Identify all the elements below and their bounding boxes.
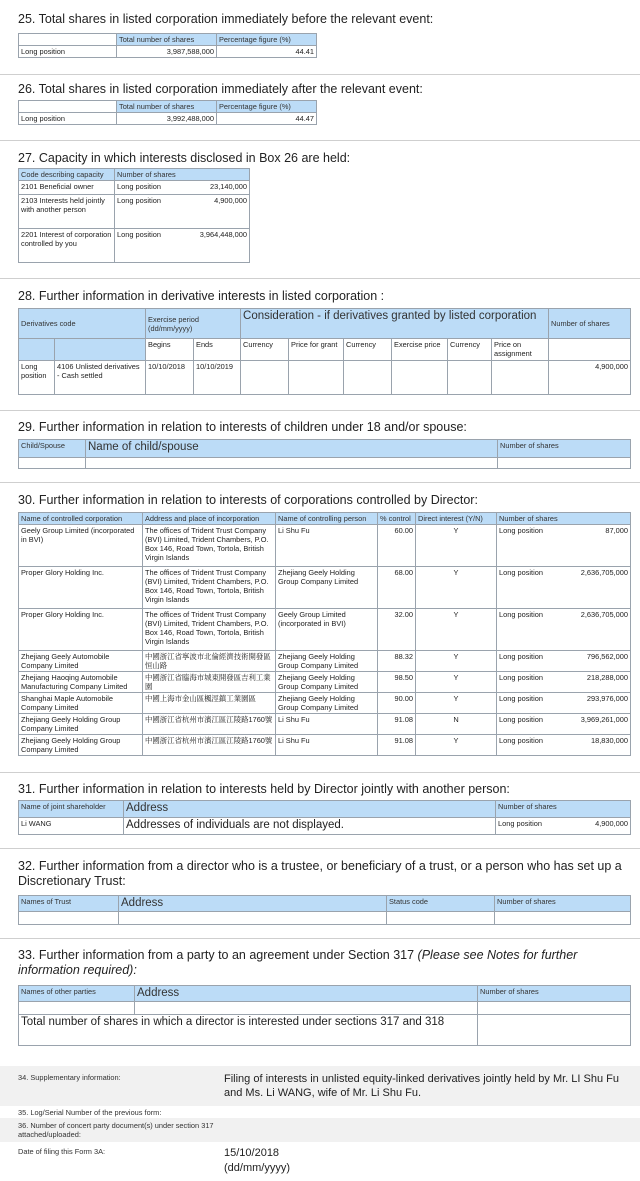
table-row: Zhejiang Geely Automobile Company Limited 中國浙江省寧波市北倫經濟技術開發區恒山路 Zhejiang Geely Holding Group Company Limited 88.32 Y Long position 796,562,000 bbox=[19, 651, 631, 672]
heading-27: 27. Capacity in which interests disclosed in Box 26 are held: bbox=[18, 151, 351, 165]
date-format: (dd/mm/yyyy) bbox=[224, 1162, 290, 1174]
col-names: Names of Trust bbox=[19, 896, 119, 912]
table-row: Shanghai Maple Automobile Company Limited 中國上海市金山區楓涇鎮工業園區 Zhejiang Geely Holding Group Company Limited 90.00 Y Long position 293,976,000 bbox=[19, 693, 631, 714]
filing-date: 15/10/2018 bbox=[224, 1147, 280, 1159]
shares-cell: Long position 3,964,448,000 bbox=[115, 229, 250, 263]
capacity: 2201 Interest of corporation controlled by you bbox=[19, 229, 115, 263]
joint-address: Addresses of individuals are not displayed. bbox=[124, 818, 496, 835]
col-number: Number of shares bbox=[478, 986, 631, 1002]
heading-30: 30. Further information in relation to interests of corporations controlled by Director: bbox=[18, 493, 478, 507]
table-29 bbox=[18, 439, 631, 469]
derivative-code: 4106 Unlisted derivatives - Cash settled bbox=[55, 361, 146, 395]
table-28 bbox=[18, 308, 631, 395]
table-row: Geely Group Limited (incorporated in BVI) The offices of Trident Trust Company (BVI) Limited, Trident Chambers, P.O. Box 146, Road Town, Tortola, British Virgin Islands Li Shu Fu 60.00 Y Long position 87,000 bbox=[19, 525, 631, 567]
col-status: Status code bbox=[387, 896, 495, 912]
col-address: Address bbox=[124, 801, 496, 818]
pct-value: 44.41 bbox=[217, 46, 317, 58]
begins-date: 10/10/2018 bbox=[146, 361, 194, 395]
table-row: Proper Glory Holding Inc. The offices of Trident Trust Company (BVI) Limited, Trident Chambers, P.O. Box 146, Road Town, Tortola, British Virgin Islands Zhejiang Geely Holding Group Company Limited 68.00 Y Long position 2,636,705,000 bbox=[19, 567, 631, 609]
sub-begins: Begins bbox=[146, 339, 194, 361]
col-number: Number of shares bbox=[496, 801, 631, 818]
col-direct: Direct interest (Y/N) bbox=[416, 513, 497, 525]
concert-party-label: 36. Number of concert party document(s) under section 317 attached/uploaded: bbox=[18, 1121, 214, 1139]
sub-price-grant: Price for grant bbox=[289, 339, 344, 361]
heading-28: 28. Further information in derivative interests in listed corporation : bbox=[18, 289, 385, 303]
col-number: Number of shares bbox=[498, 440, 631, 458]
heading-25: 25. Total shares in listed corporation immediately before the relevant event: bbox=[18, 12, 434, 26]
col-name: Name of child/spouse bbox=[86, 440, 498, 458]
table-33 bbox=[18, 985, 631, 1046]
sub-exercise-price: Exercise price bbox=[392, 339, 448, 361]
heading-31: 31. Further information in relation to interests held by Director jointly with another person: bbox=[18, 782, 510, 796]
col-names: Names of other parties bbox=[19, 986, 135, 1002]
table-row: Zhejiang Haoqing Automobile Manufacturing Company Limited 中國浙江省臨海市城東開發區吉利工業園 Zhejiang Geely Holding Group Company Limited 98.50 Y Long position 218,288,000 bbox=[19, 672, 631, 693]
sub-currency: Currency bbox=[241, 339, 289, 361]
col-child: Child/Spouse bbox=[19, 440, 86, 458]
sub-price-assignment: Price on assignment bbox=[492, 339, 549, 361]
supplementary-label: 34. Supplementary information: bbox=[18, 1073, 121, 1082]
col-code: Derivatives code bbox=[19, 309, 146, 339]
capacity: 2101 Beneficial owner bbox=[19, 181, 115, 195]
sub-ends: Ends bbox=[194, 339, 241, 361]
total-shares-text: Total number of shares in which a director is interested under sections 317 and 318 bbox=[19, 1015, 478, 1046]
col-address: Address bbox=[119, 896, 387, 912]
heading-26: 26. Total shares in listed corporation immediately after the relevant event: bbox=[18, 82, 423, 96]
table-27 bbox=[18, 168, 250, 263]
heading-29: 29. Further information in relation to interests of children under 18 and/or spouse: bbox=[18, 420, 467, 434]
position: Long position bbox=[19, 361, 55, 395]
table-32 bbox=[18, 895, 631, 925]
col-number: Number of shares bbox=[495, 896, 631, 912]
heading-32: 32. Further information from a director who is a trustee, or beneficiary of a trust, or a person who has set up a Discretionary Trust: bbox=[18, 859, 622, 888]
col-corporation: Name of controlled corporation bbox=[19, 513, 143, 525]
filing-date-label: Date of filing this Form 3A: bbox=[18, 1147, 106, 1156]
shares-cell: Long position 23,140,000 bbox=[115, 181, 250, 195]
col-address: Address bbox=[135, 986, 478, 1002]
log-serial-label: 35. Log/Serial Number of the previous form: bbox=[18, 1108, 162, 1117]
table-row: Proper Glory Holding Inc. The offices of Trident Trust Company (BVI) Limited, Trident Chambers, P.O. Box 146, Road Town, Tortola, British Virgin Islands Geely Group Limited (incorporated in BVI) 32.00 Y Long position 2,636,705,000 bbox=[19, 609, 631, 651]
capacity: 2103 Interests held jointly with another person bbox=[19, 195, 115, 229]
sub-currency: Currency bbox=[344, 339, 392, 361]
shares-cell: Long position 4,900,000 bbox=[115, 195, 250, 229]
col-number: Number of shares bbox=[115, 169, 250, 181]
heading-33: 33. Further information from a party to an agreement under Section 317 (Please see Notes for further information required): bbox=[18, 948, 578, 977]
table-26 bbox=[18, 100, 317, 125]
col-period: Exercise period (dd/mm/yyyy) bbox=[146, 309, 241, 339]
supplementary-value: Filing of interests in unlisted equity-linked derivatives jointly held by Mr. LI Shu Fu and Ms. Li WANG, wife of Mr. Li Shu Fu. bbox=[224, 1073, 619, 1099]
col-consideration: Consideration - if derivatives granted by listed corporation bbox=[241, 309, 549, 339]
col-number: Number of shares bbox=[497, 513, 631, 525]
sub-currency: Currency bbox=[448, 339, 492, 361]
row-label: Long position bbox=[19, 46, 117, 58]
table-row: Zhejiang Geely Holding Group Company Limited 中國浙江省杭州市濱江區江陵路1760號 Li Shu Fu 91.08 N Long position 3,969,261,000 bbox=[19, 714, 631, 735]
col-control: % control bbox=[378, 513, 416, 525]
col-controller: Name of controlling person bbox=[276, 513, 378, 525]
col-code: Code describing capacity bbox=[19, 169, 115, 181]
table-30 bbox=[18, 512, 631, 756]
shares-value: 3,987,588,000 bbox=[117, 46, 217, 58]
col-number: Total number of shares bbox=[117, 101, 217, 113]
table-25 bbox=[18, 33, 317, 58]
col-name: Name of joint shareholder bbox=[19, 801, 124, 818]
col-number: Total number of shares bbox=[117, 34, 217, 46]
ends-date: 10/10/2019 bbox=[194, 361, 241, 395]
joint-name: Li WANG bbox=[19, 818, 124, 835]
table-31: Name of joint shareholder Address Number of shares Li WANG Addresses of individuals are not displayed. Long position 4,900,000 bbox=[18, 800, 631, 835]
row-label: Long position bbox=[19, 113, 117, 125]
shares-value: 4,900,000 bbox=[549, 361, 631, 395]
pct-value: 44.47 bbox=[217, 113, 317, 125]
col-address: Address and place of incorporation bbox=[143, 513, 276, 525]
col-number: Number of shares bbox=[549, 309, 631, 339]
table-row: Zhejiang Geely Holding Group Company Limited 中國浙江省杭州市濱江區江陵路1760號 Li Shu Fu 91.08 Y Long position 18,830,000 bbox=[19, 735, 631, 756]
col-pct: Percentage figure (%) bbox=[217, 34, 317, 46]
shares-value: 3,992,488,000 bbox=[117, 113, 217, 125]
col-pct: Percentage figure (%) bbox=[217, 101, 317, 113]
